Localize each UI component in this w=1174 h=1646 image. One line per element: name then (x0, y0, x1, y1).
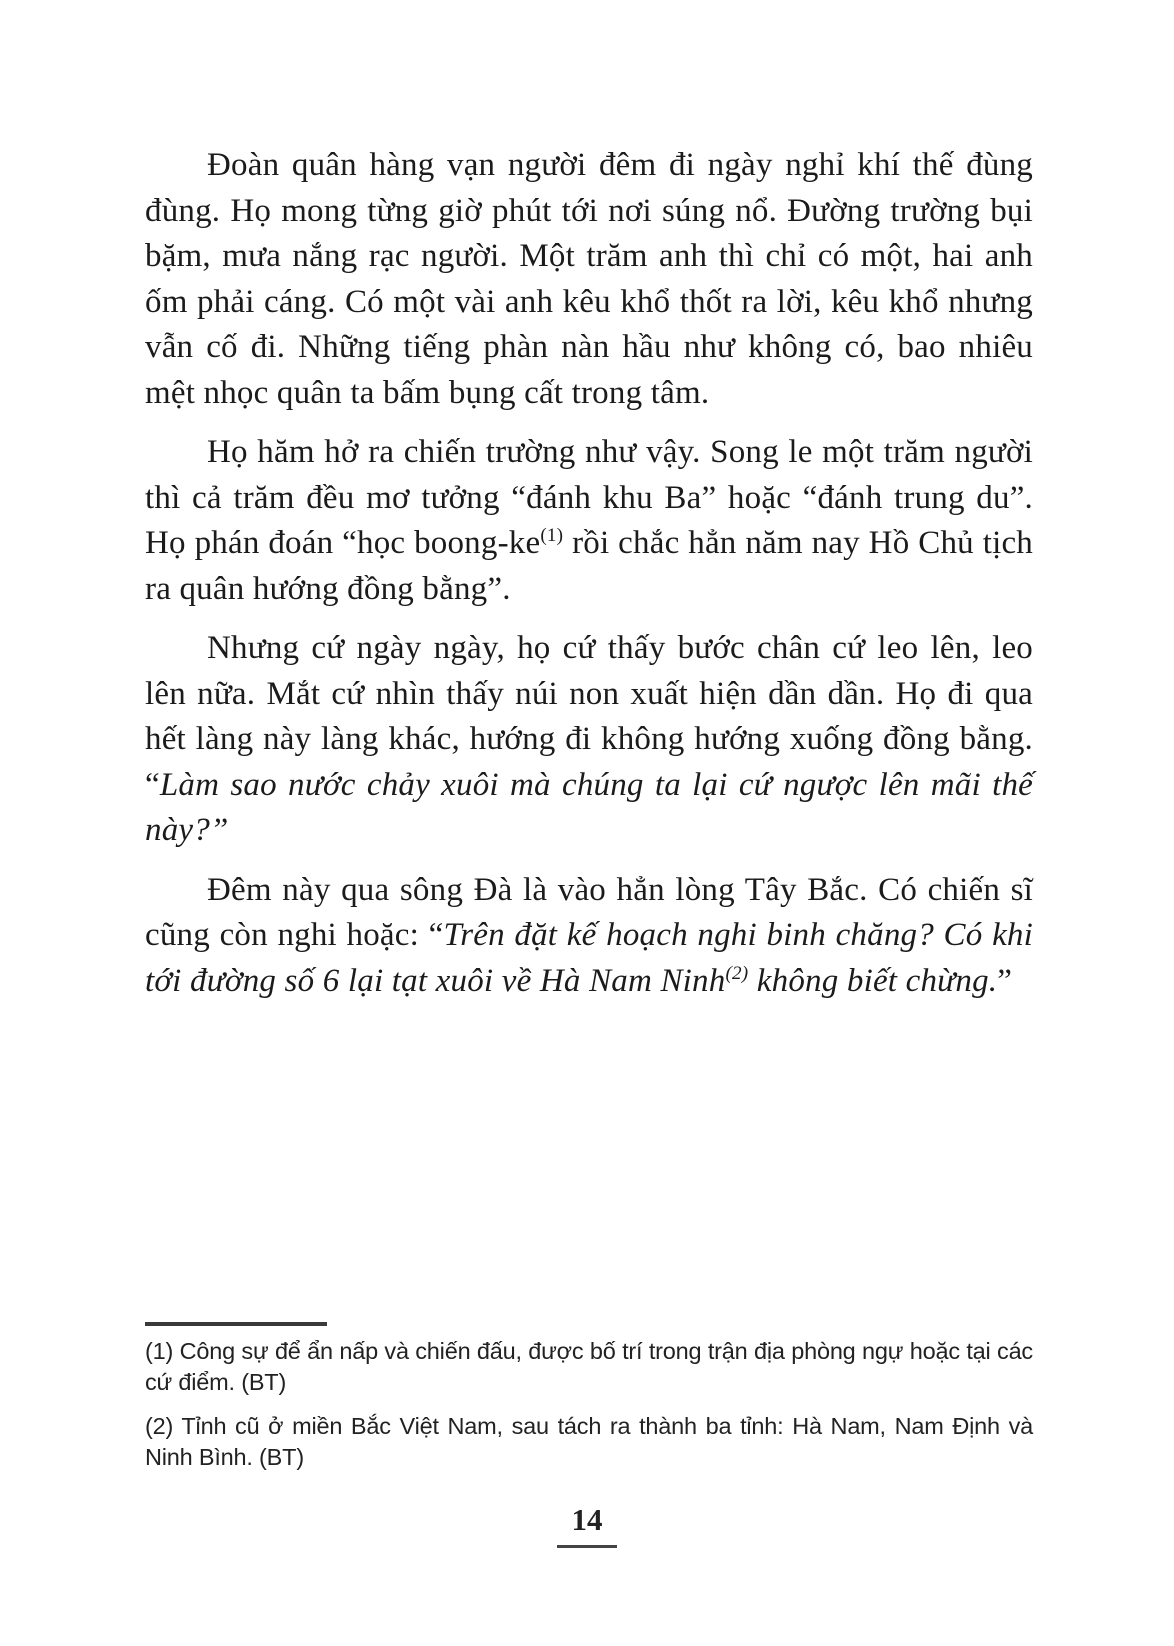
text-segment: Trên đặt kế hoạch nghi binh chăng? Có khi tới đường số 6 lại tạt xuôi về Hà Nam Ninh (145, 917, 1033, 999)
text-segment: Nhưng cứ ngày ngày, họ cứ thấy bước chân cứ leo lên, leo lên nữa. Mắt cứ nhìn thấy núi non xuất hiện dần dần. Họ đi qua hết làng này làng khác, hướng đi không hướng xuống đồng bằng. “ (145, 630, 1033, 803)
text-segment: ” (997, 962, 1013, 999)
footnote-item: (1) Công sự để ẩn nấp và chiến đấu, được bố trí trong trận địa phòng ngự hoặc tại các cứ điểm. (BT) (145, 1338, 1033, 1395)
page-number: 14 (571, 1502, 603, 1537)
footnote-block (145, 1322, 1033, 1486)
paragraph (145, 143, 1033, 416)
page-number-underline (557, 1545, 617, 1548)
text-segment: Đêm này qua sông Đà là vào hẳn lòng Tây Bắc. Có chiến sĩ cũng còn nghi hoặc: “ (145, 871, 1033, 953)
footnote-marker: (2) (725, 962, 749, 984)
text-segment: không biết chừng. (748, 962, 998, 999)
page-footer (0, 1502, 1174, 1548)
text-segment: Đoàn quân hàng vạn người đêm đi ngày nghỉ khí thế đùng đùng. Họ mong từng giờ phút tới nơi súng nổ. Đường trường bụi bặm, mưa nắng rạc người. Một trăm anh thì chỉ có một, hai anh ốm phải cáng. Có một vài anh kêu khổ thốt ra lời, kêu khổ nhưng vẫn cố đi. Những tiếng phàn nàn hầu như không có, bao nhiêu mệt nhọc quân ta bấm bụng cất trong tâm. (145, 147, 1033, 411)
text-segment: Họ hăm hở ra chiến trường như vậy. Song le một trăm người thì cả trăm đều mơ tưởng “đánh khu Ba” hoặc “đánh trung du”. Họ phán đoán “học boong-ke (145, 434, 1033, 561)
text-segment: Làm sao nước chảy xuôi mà chúng ta lại cứ ngược lên mãi thế này?” (145, 766, 1033, 848)
footnote-marker: (1) (540, 525, 564, 546)
footnote-divider (145, 1322, 327, 1326)
paragraph (145, 430, 1033, 612)
footnote-item: (2) Tỉnh cũ ở miền Bắc Việt Nam, sau tách ra thành ba tỉnh: Hà Nam, Nam Định và Ninh Bình. (BT) (145, 1413, 1033, 1470)
paragraphs (145, 143, 1033, 1018)
paragraph (145, 868, 1033, 1005)
paragraph (145, 626, 1033, 854)
text-segment: rồi chắc hẳn năm nay Hồ Chủ tịch ra quân hướng đồng bằng”. (145, 525, 1033, 607)
